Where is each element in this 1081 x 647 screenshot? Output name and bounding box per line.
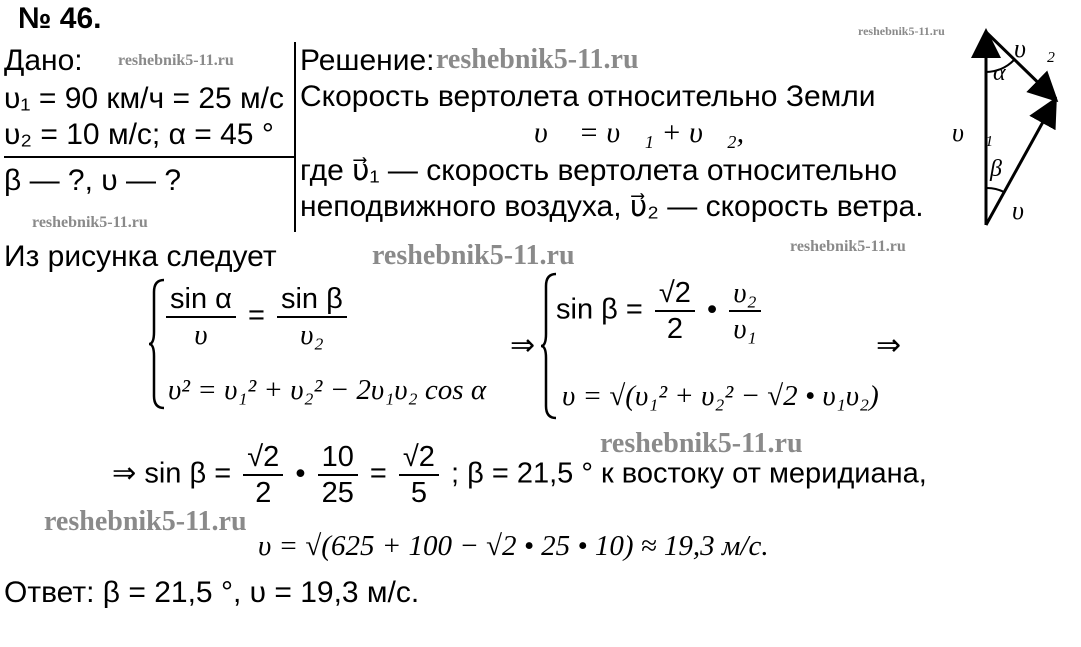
- watermark: reshebnik5-11.ru: [118, 52, 234, 69]
- frac-sqrt2-2b: $\frac{√2}{2}$: [243, 440, 283, 510]
- follows-line: Из рисунка следует: [4, 240, 277, 273]
- system1-ratio: [162, 282, 351, 352]
- figure-label-alpha: α: [993, 60, 1006, 86]
- system1-cos-law: υ² = υ₁² + υ₂² − 2υ₁υ₂ cos α: [168, 374, 487, 406]
- eq-sign: =: [247, 299, 265, 332]
- frac-sqrt2-5: $\frac{√2}{5}$: [399, 440, 439, 510]
- watermark: reshebnik5-11.ru: [44, 506, 247, 537]
- given-line-1: υ₁ = 90 км/ч = 25 м/с: [4, 82, 284, 115]
- implies-arrow: ⇒: [510, 329, 536, 362]
- watermark: reshebnik5-11.ru: [858, 24, 945, 38]
- solution-line-3: неподвижного воздуха, υ⃗₂ — скорость ветра.: [300, 190, 924, 223]
- system2-sin-beta: [556, 276, 765, 346]
- figure-label-v1: υ⃗₁: [952, 118, 994, 147]
- result-line: [112, 440, 927, 510]
- given-label: Дано:: [4, 44, 83, 77]
- frac-10-25: $\frac{10}{25}$: [318, 440, 358, 510]
- eq-sign: =: [369, 457, 387, 490]
- vector-equation: υ⃗ = υ⃗₁ + υ⃗₂,: [534, 116, 745, 149]
- answer-line: Ответ: β = 21,5 °, υ = 19,3 м/с.: [4, 576, 420, 609]
- watermark: reshebnik5-11.ru: [436, 44, 639, 75]
- result-suffix: ; β = 21,5 ° к востоку от меридиана,: [451, 457, 927, 490]
- given-line-2: υ₂ = 10 м/с; α = 45 °: [4, 118, 274, 151]
- implies-arrow-2: ⇒: [876, 329, 902, 362]
- sin-beta-label: sin β =: [556, 293, 643, 326]
- result-prefix: ⇒ sin β =: [112, 457, 232, 490]
- watermark: reshebnik5-11.ru: [600, 428, 803, 459]
- frac-sqrt2-2: $\frac{√2}{2}$: [655, 276, 695, 346]
- vertical-divider: [294, 42, 296, 232]
- watermark: reshebnik5-11.ru: [790, 238, 906, 255]
- figure-label-beta: β: [990, 156, 1002, 182]
- dot-sign: •: [295, 457, 306, 490]
- frac-sin-alpha: $\frac{\text{sin α}}{\upsilon}$: [166, 282, 236, 352]
- solution-line-2: где υ⃗₁ — скорость вертолета относительно: [300, 154, 898, 187]
- watermark: reshebnik5-11.ru: [32, 214, 148, 231]
- solution-label: Решение:: [300, 44, 435, 77]
- solution-line-1: Скорость вертолета относительно Земли: [300, 80, 876, 113]
- frac-sin-beta: $\frac{\text{sin β}}{\text{υ₂}}$: [277, 282, 347, 352]
- watermark: reshebnik5-11.ru: [372, 240, 575, 271]
- figure-label-v: υ⃗: [1012, 196, 1045, 225]
- system2-v-formula: υ = √(υ₁² + υ₂² − √2 • υ₁υ₂): [562, 380, 879, 412]
- figure-label-v2: υ⃗₂: [1014, 34, 1056, 63]
- dot-sign: •: [706, 293, 718, 326]
- beta-arc: [986, 188, 1004, 192]
- frac-v2-v1: $\frac{\text{υ₂}}{\text{υ₁}}$: [729, 276, 760, 346]
- problem-number: № 46.: [18, 2, 102, 35]
- find-line: β — ?, υ — ?: [4, 164, 182, 197]
- v-computation: υ = √(625 + 100 − √2 • 25 • 10) ≈ 19,3 м/с.: [258, 530, 769, 562]
- given-divider: [4, 156, 294, 158]
